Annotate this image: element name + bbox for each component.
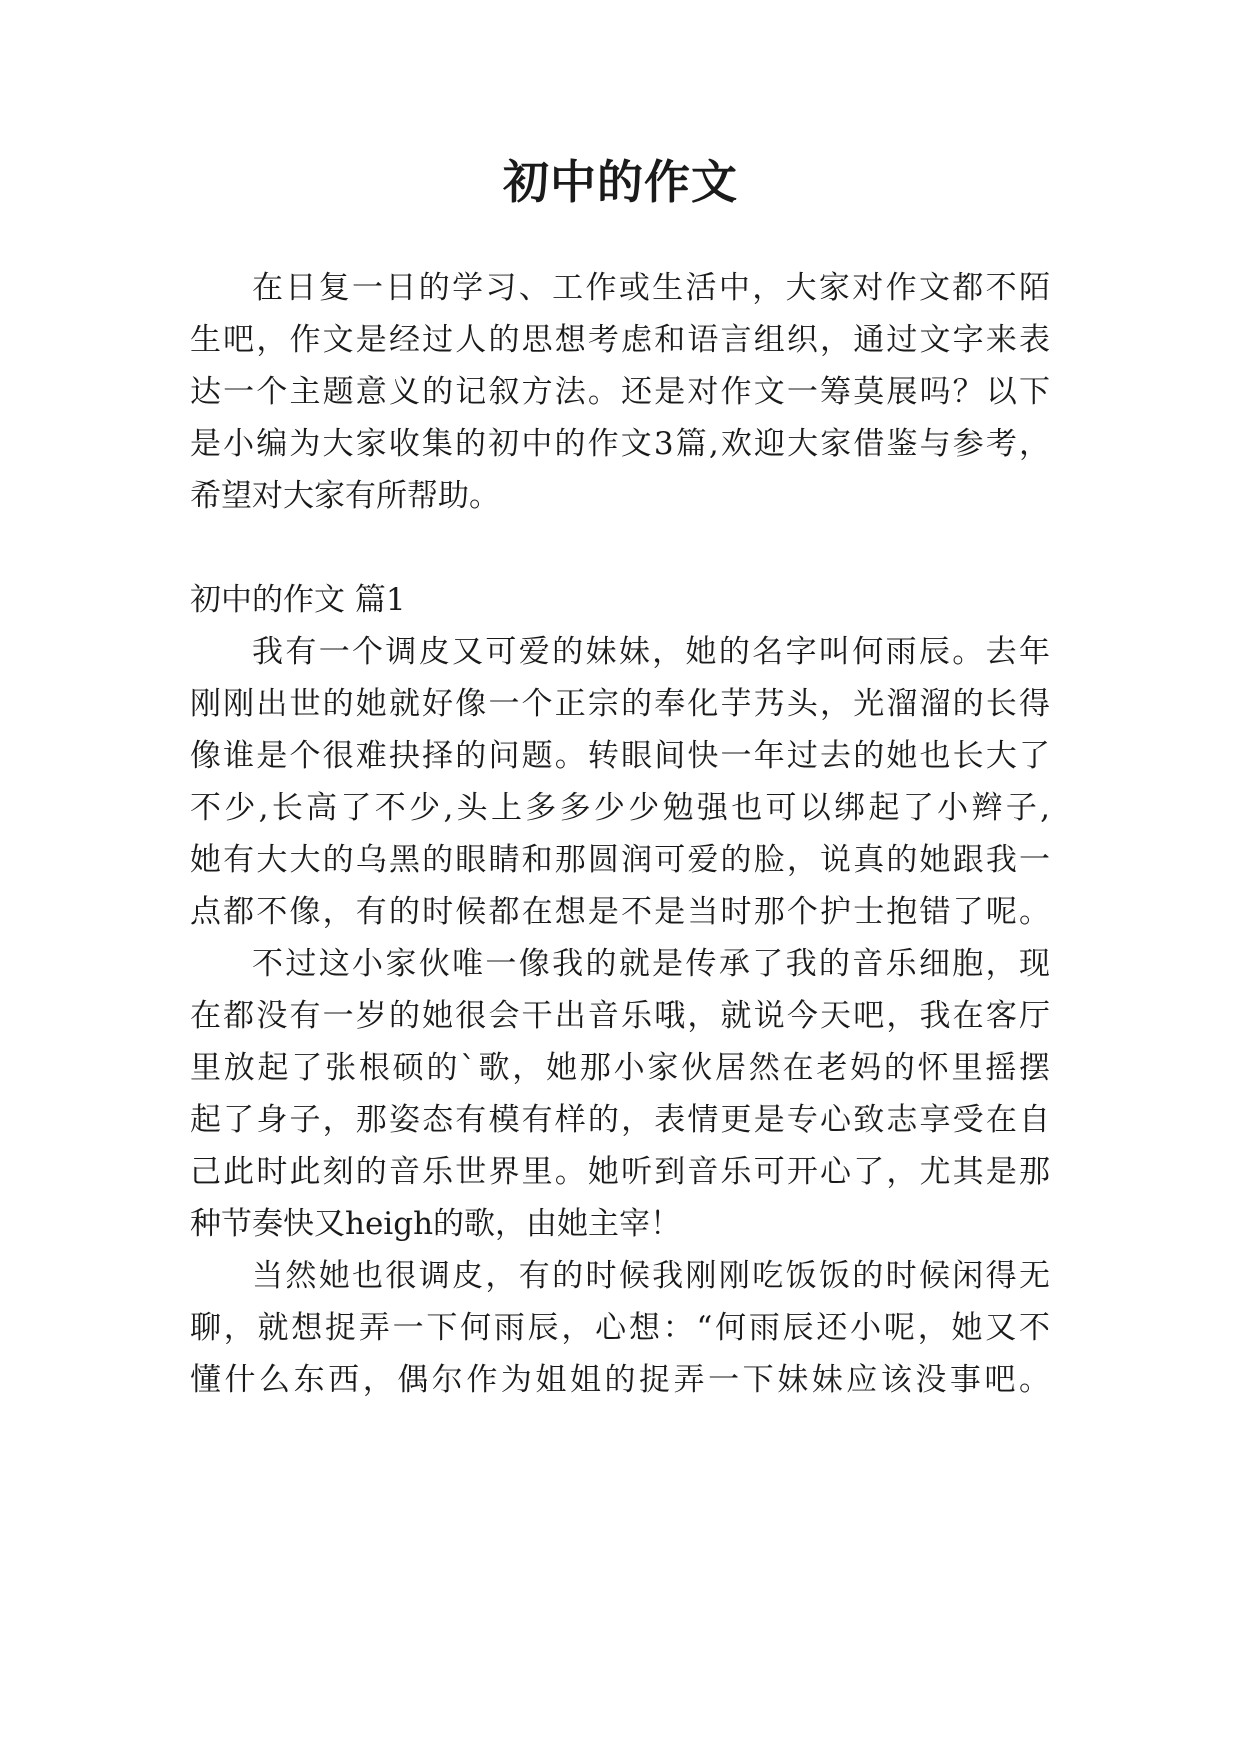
- intro-line: 希望对大家有所帮助。: [190, 478, 500, 514]
- paragraph-line: 懂什么东西，偶尔作为姐姐的捉弄一下妹妹应该没事吧。: [190, 1362, 1050, 1398]
- paragraph-line: 她有大大的乌黑的眼睛和那圆润可爱的脸，说真的她跟我一: [190, 842, 1050, 878]
- paragraph-line: 里放起了张根硕的`歌，她那小家伙居然在老妈的怀里摇摆: [190, 1050, 1050, 1086]
- intro-line: 在日复一日的学习、工作或生活中，大家对作文都不陌: [252, 270, 1050, 306]
- paragraph-line: 点都不像，有的时候都在想是不是当时那个护士抱错了呢。: [190, 894, 1050, 930]
- paragraph-line: 刚刚出世的她就好像一个正宗的奉化芋艿头，光溜溜的长得: [190, 686, 1050, 722]
- paragraph-line: 当然她也很调皮，有的时候我刚刚吃饭饭的时候闲得无: [252, 1258, 1050, 1294]
- paragraph-line: 己此时此刻的音乐世界里。她听到音乐可开心了，尤其是那: [190, 1154, 1050, 1190]
- intro-line: 生吧，作文是经过人的思想考虑和语言组织，通过文字来表: [190, 322, 1050, 358]
- paragraph-line: 不少,长高了不少,头上多多少少勉强也可以绑起了小辫子,: [190, 790, 1050, 826]
- intro-line: 达一个主题意义的记叙方法。还是对作文一筹莫展吗？以下: [190, 374, 1050, 410]
- intro-line: 是小编为大家收集的初中的作文3篇,欢迎大家借鉴与参考，: [190, 426, 1050, 462]
- paragraph-line: 聊，就想捉弄一下何雨辰，心想：“何雨辰还小呢，她又不: [190, 1310, 1050, 1346]
- paragraph-line: 起了身子，那姿态有模有样的，表情更是专心致志享受在自: [190, 1102, 1050, 1138]
- paragraph-line: 不过这小家伙唯一像我的就是传承了我的音乐细胞，现: [252, 946, 1050, 982]
- paragraph-line: 在都没有一岁的她很会干出音乐哦，就说今天吧，我在客厅: [190, 998, 1050, 1034]
- document-title: 初中的作文: [503, 155, 738, 209]
- paragraph-line: 像谁是个很难抉择的问题。转眼间快一年过去的她也长大了: [190, 738, 1050, 774]
- section-heading: 初中的作文 篇1: [190, 582, 406, 618]
- paragraph-line: 种节奏快又heigh的歌，由她主宰！: [190, 1206, 682, 1242]
- paragraph-line: 我有一个调皮又可爱的妹妹，她的名字叫何雨辰。去年: [252, 634, 1050, 670]
